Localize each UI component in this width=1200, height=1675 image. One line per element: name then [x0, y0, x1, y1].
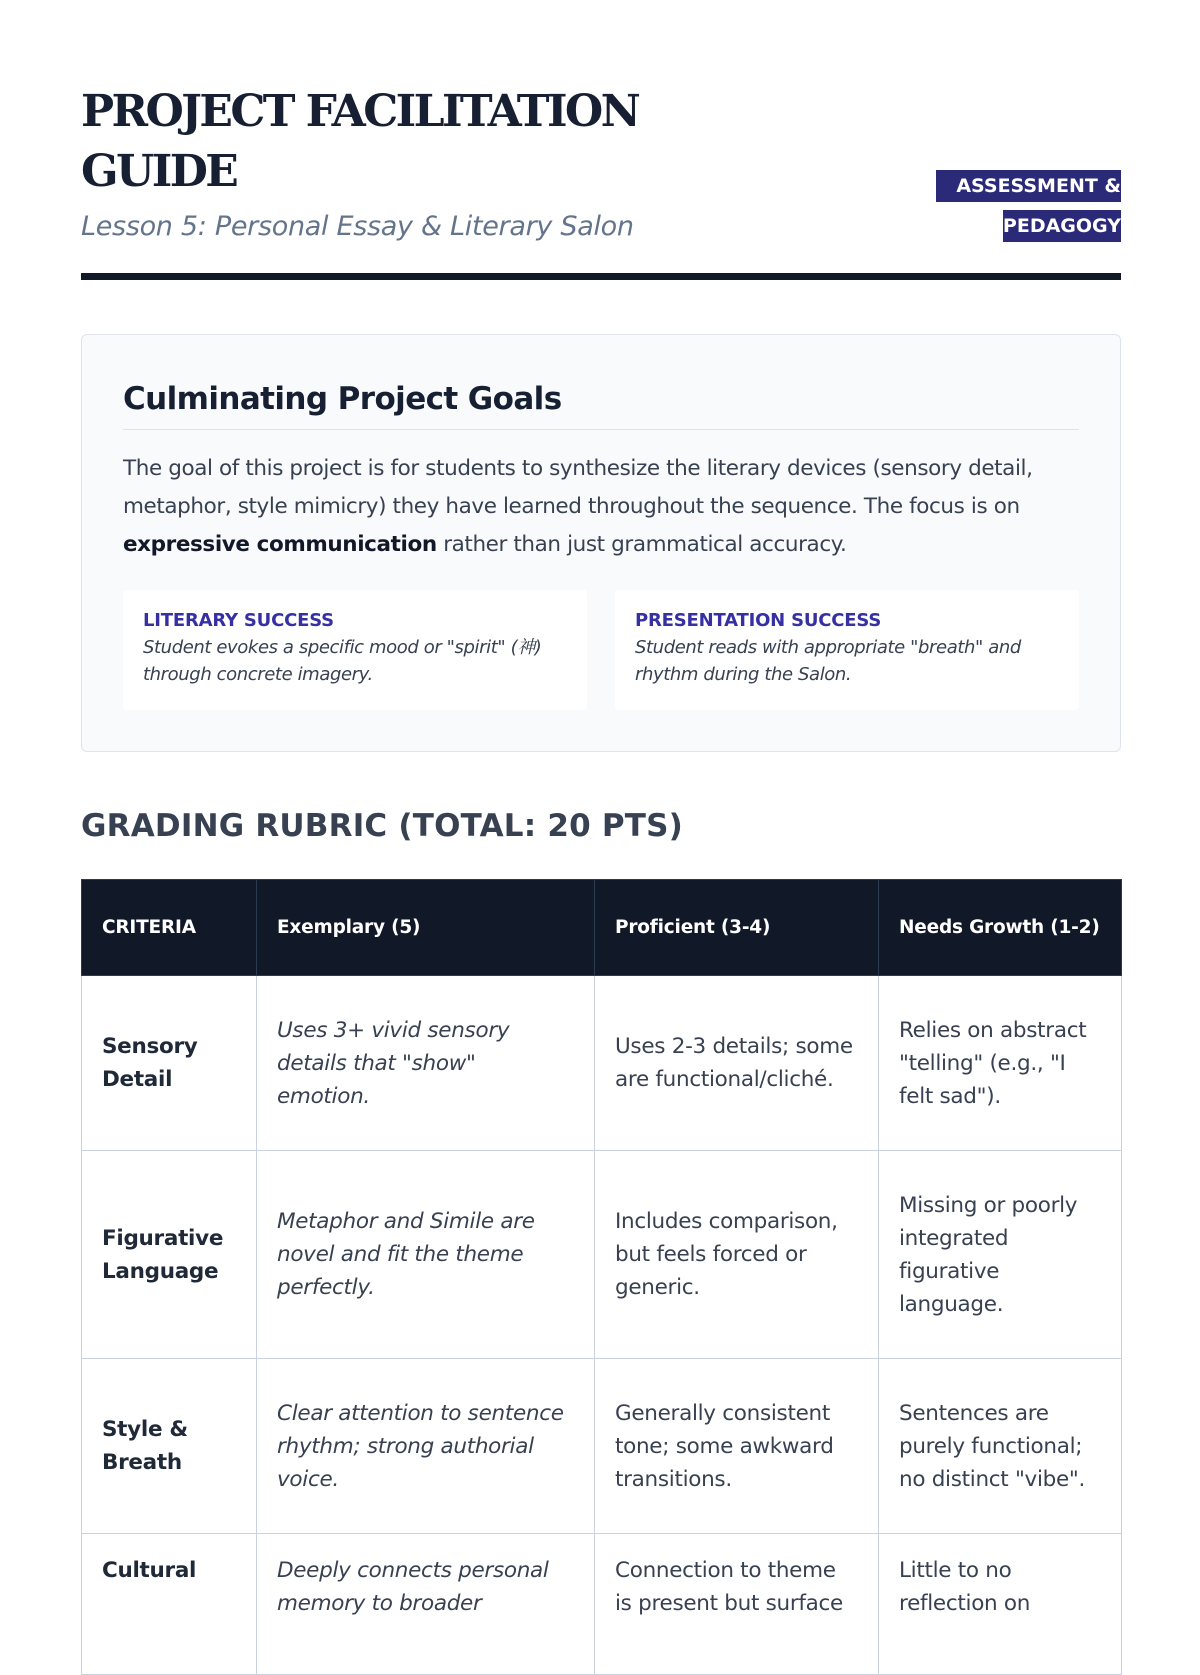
- table-row: [82, 1359, 1122, 1534]
- criteria-cell: Style & Breath: [82, 1359, 257, 1534]
- success-card-literary: [123, 590, 587, 710]
- criteria-cell: Sensory Detail: [82, 976, 257, 1151]
- needs-growth-cell: Missing or poorly integrated figurative language.: [879, 1151, 1122, 1359]
- goals-panel: [81, 334, 1121, 752]
- success-card-label: LITERARY SUCCESS: [143, 610, 334, 631]
- header-exemplary: Exemplary (5): [257, 880, 595, 976]
- rubric-title: GRADING RUBRIC (TOTAL: 20 PTS): [81, 808, 684, 844]
- needs-growth-cell: Relies on abstract "telling" (e.g., "I felt sad").: [879, 976, 1122, 1151]
- page-title: PROJECT FACILITATION GUIDE: [81, 86, 639, 197]
- header-divider: [81, 273, 1121, 280]
- rubric-header-row: [82, 880, 1122, 976]
- category-badge-label: ASSESSMENT & PEDAGOGY: [936, 170, 1121, 242]
- success-card-text: Student evokes a specific mood or "spirit" (神) through concrete imagery.: [143, 637, 542, 685]
- success-card-presentation: [615, 590, 1079, 710]
- proficient-cell: Generally consistent tone; some awkward transitions.: [595, 1359, 879, 1534]
- goals-text-emphasis: expressive communication: [123, 532, 437, 557]
- rubric-table: [81, 879, 1122, 1675]
- needs-growth-cell: Little to no reflection on: [879, 1534, 1122, 1675]
- exemplary-cell: Clear attention to sentence rhythm; strong authorial voice.: [257, 1359, 595, 1534]
- goals-text-start: The goal of this project is for students to synthesize the literary devices (sensory detail, metaphor, style mimicry) they have learned throughout the sequence. The focus is on: [123, 456, 1033, 519]
- header-criteria: CRITERIA: [82, 880, 257, 976]
- proficient-cell: Uses 2-3 details; some are functional/cliché.: [595, 976, 879, 1151]
- criteria-cell: Figurative Language: [82, 1151, 257, 1359]
- goals-title: Culminating Project Goals: [123, 379, 1079, 430]
- goals-paragraph: [123, 450, 1079, 564]
- success-card-text: Student reads with appropriate "breath" and rhythm during the Salon.: [635, 637, 1021, 685]
- category-badge: [928, 166, 1121, 246]
- criteria-cell: Cultural: [82, 1534, 257, 1675]
- exemplary-cell: Deeply connects personal memory to broader: [257, 1534, 595, 1675]
- proficient-cell: Includes comparison, but feels forced or generic.: [595, 1151, 879, 1359]
- header-proficient: Proficient (3-4): [595, 880, 879, 976]
- needs-growth-cell: Sentences are purely functional; no distinct "vibe".: [879, 1359, 1122, 1534]
- goals-text-end: rather than just grammatical accuracy.: [436, 532, 847, 557]
- success-card-label: PRESENTATION SUCCESS: [635, 610, 882, 631]
- table-row: [82, 1534, 1122, 1675]
- page-header: [81, 82, 1121, 244]
- table-row: [82, 976, 1122, 1151]
- page-subtitle: Lesson 5: Personal Essay & Literary Salon: [81, 211, 634, 242]
- exemplary-cell: Metaphor and Simile are novel and fit the theme perfectly.: [257, 1151, 595, 1359]
- header-needs-growth: Needs Growth (1-2): [879, 880, 1122, 976]
- success-criteria: [123, 590, 1079, 710]
- table-row: [82, 1151, 1122, 1359]
- exemplary-cell: Uses 3+ vivid sensory details that "show" emotion.: [257, 976, 595, 1151]
- proficient-cell: Connection to theme is present but surface: [595, 1534, 879, 1675]
